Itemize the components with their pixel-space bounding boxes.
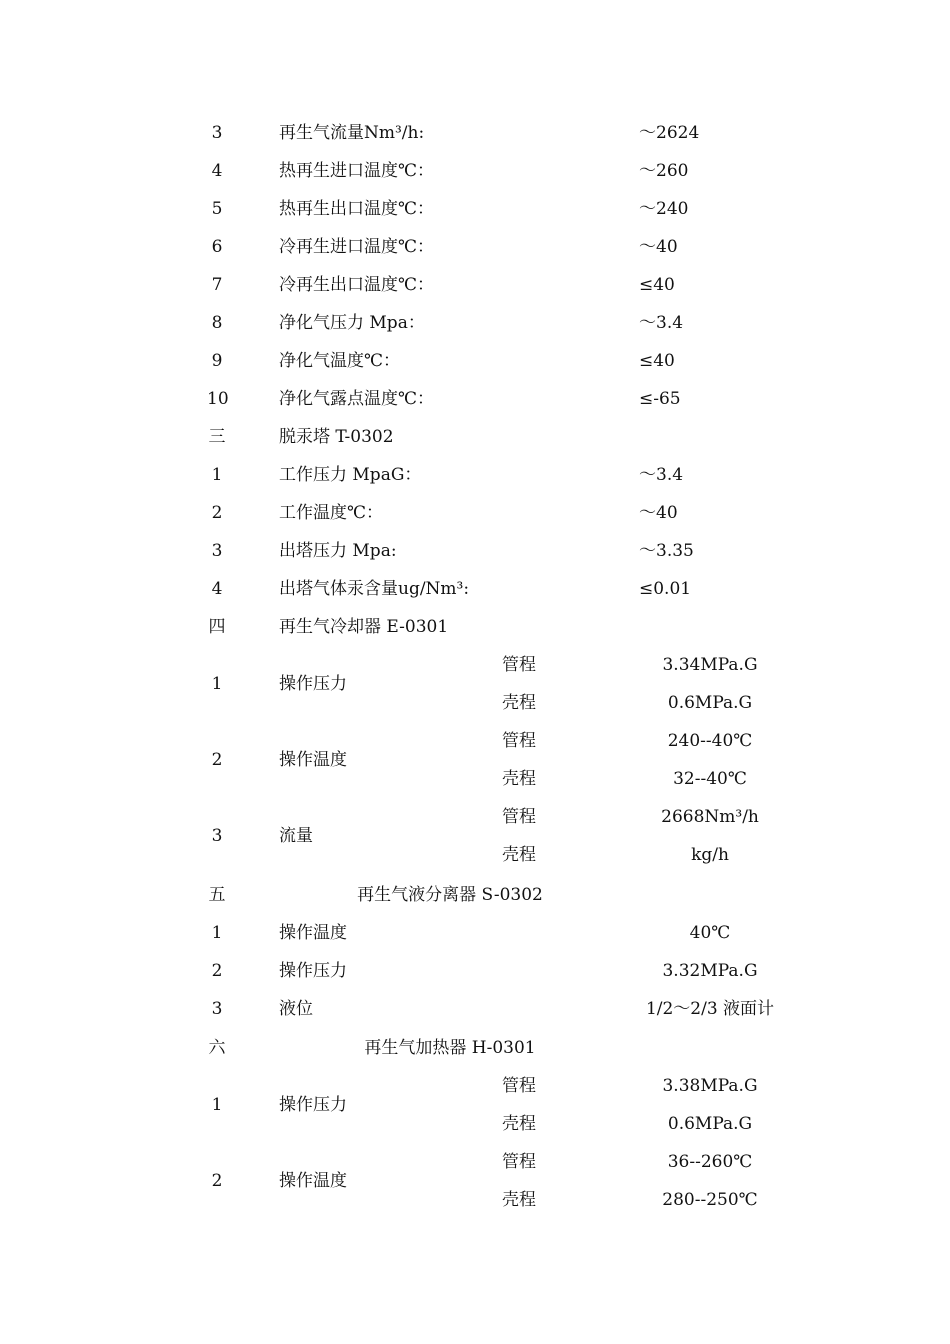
row-label: 再生气流量Nm³/h:: [279, 123, 425, 143]
tube-side-value: 240--40℃: [667, 731, 753, 751]
section-heading: [0, 885, 950, 923]
section-number: 五: [208, 885, 226, 905]
tube-side-value: 3.38MPa.G: [662, 1076, 758, 1096]
row-value: ～3.35: [639, 541, 694, 561]
row-label: 净化气压力 Mpa：: [279, 313, 425, 333]
spec-row: [0, 999, 950, 1037]
row-number: 1: [211, 923, 223, 943]
row-label: 操作压力: [279, 674, 347, 694]
row-value: ～3.4: [639, 313, 684, 333]
section-heading: [0, 1038, 950, 1076]
shell-side-label: 壳程: [502, 1190, 536, 1210]
shell-side-label: 壳程: [502, 845, 536, 865]
row-label: 出塔压力 Mpa:: [279, 541, 397, 561]
row-number: 7: [211, 275, 223, 295]
row-value: 3.32MPa.G: [662, 961, 758, 981]
tube-side-value: 3.34MPa.G: [662, 655, 758, 675]
shell-side-value: 0.6MPa.G: [667, 1114, 753, 1134]
row-number: 3: [211, 123, 223, 143]
row-value: ～240: [639, 199, 689, 219]
shell-side-label: 壳程: [502, 769, 536, 789]
row-number: 2: [211, 750, 223, 770]
row-number: 3: [211, 826, 223, 846]
spec-row: [0, 161, 950, 199]
spec-row: [0, 313, 950, 351]
tube-side-label: 管程: [502, 731, 536, 751]
tube-side-value: 2668Nm³/h: [661, 807, 759, 827]
section-title: 再生气冷却器 E-0301: [279, 617, 449, 637]
shell-side-label: 壳程: [502, 1114, 536, 1134]
tube-side-label: 管程: [502, 655, 536, 675]
row-label: 操作温度: [279, 923, 347, 943]
row-label: 工作温度℃：: [279, 503, 384, 523]
section-heading: [0, 427, 950, 465]
row-value: ～40: [639, 503, 678, 523]
row-number: 2: [211, 503, 223, 523]
tube-side-label: 管程: [502, 1152, 536, 1172]
section-number: 六: [208, 1038, 226, 1058]
spec-row: [0, 923, 950, 961]
spec-row: [0, 961, 950, 999]
tube-side-label: 管程: [502, 1076, 536, 1096]
row-number: 2: [211, 961, 223, 981]
row-number: 10: [207, 389, 229, 409]
section-title: 脱汞塔 T-0302: [279, 427, 394, 447]
row-value: ～40: [639, 237, 678, 257]
row-label: 热再生出口温度℃：: [279, 199, 435, 219]
row-number: 4: [211, 579, 223, 599]
row-number: 1: [211, 1095, 223, 1115]
spec-row: [0, 503, 950, 541]
row-label: 出塔气体汞含量ug/Nm³:: [279, 579, 470, 599]
section-heading: [0, 617, 950, 655]
spec-row: [0, 541, 950, 579]
row-number: 4: [211, 161, 223, 181]
spec-row: [0, 275, 950, 313]
row-number: 5: [211, 199, 223, 219]
shell-side-value: 280--250℃: [662, 1190, 758, 1210]
row-label: 操作温度: [279, 1171, 347, 1191]
row-label: 热再生进口温度℃：: [279, 161, 435, 181]
tube-side-value: 36--260℃: [667, 1152, 753, 1172]
spec-row-shell: [0, 693, 950, 731]
section-title: 再生气加热器 H-0301: [364, 1038, 536, 1058]
spec-row: [0, 199, 950, 237]
row-label: 净化气温度℃：: [279, 351, 401, 371]
row-number: 8: [211, 313, 223, 333]
spec-row: [0, 389, 950, 427]
section-title: 再生气液分离器 S-0302: [357, 885, 543, 905]
row-label: 冷再生出口温度℃：: [279, 275, 435, 295]
spec-row: [0, 237, 950, 275]
spec-row-shell: [0, 769, 950, 807]
row-label: 冷再生进口温度℃：: [279, 237, 435, 257]
row-value: 1/2～2/3 液面计: [645, 999, 775, 1019]
row-number: 9: [211, 351, 223, 371]
shell-side-value: kg/h: [691, 845, 729, 865]
row-label: 流量: [279, 826, 313, 846]
row-number: 3: [211, 999, 223, 1019]
section-number: 三: [208, 427, 226, 447]
spec-row: [0, 579, 950, 617]
row-value: ～260: [639, 161, 689, 181]
row-number: 2: [211, 1171, 223, 1191]
row-number: 1: [211, 465, 223, 485]
row-value: ≤40: [639, 275, 675, 295]
row-label: 净化气露点温度℃：: [279, 389, 435, 409]
spec-row: [0, 465, 950, 503]
row-number: 3: [211, 541, 223, 561]
section-number: 四: [208, 617, 226, 637]
spec-row-shell: [0, 1190, 950, 1228]
tube-side-label: 管程: [502, 807, 536, 827]
row-value: ～2624: [639, 123, 700, 143]
row-value: ≤-65: [639, 389, 681, 409]
spec-row-shell: [0, 1114, 950, 1152]
row-label: 操作温度: [279, 750, 347, 770]
spec-row: [0, 351, 950, 389]
shell-side-value: 32--40℃: [673, 769, 747, 789]
row-value: ≤40: [639, 351, 675, 371]
row-label: 操作压力: [279, 961, 347, 981]
row-label: 液位: [279, 999, 313, 1019]
row-number: 1: [211, 674, 223, 694]
row-value: ≤0.01: [639, 579, 692, 599]
spec-row: [0, 123, 950, 161]
row-label: 操作压力: [279, 1095, 347, 1115]
spec-row-shell: [0, 845, 950, 883]
shell-side-label: 壳程: [502, 693, 536, 713]
row-value: ～3.4: [639, 465, 684, 485]
shell-side-value: 0.6MPa.G: [667, 693, 753, 713]
row-value: 40℃: [689, 923, 731, 943]
row-number: 6: [211, 237, 223, 257]
row-label: 工作压力 MpaG：: [279, 465, 422, 485]
